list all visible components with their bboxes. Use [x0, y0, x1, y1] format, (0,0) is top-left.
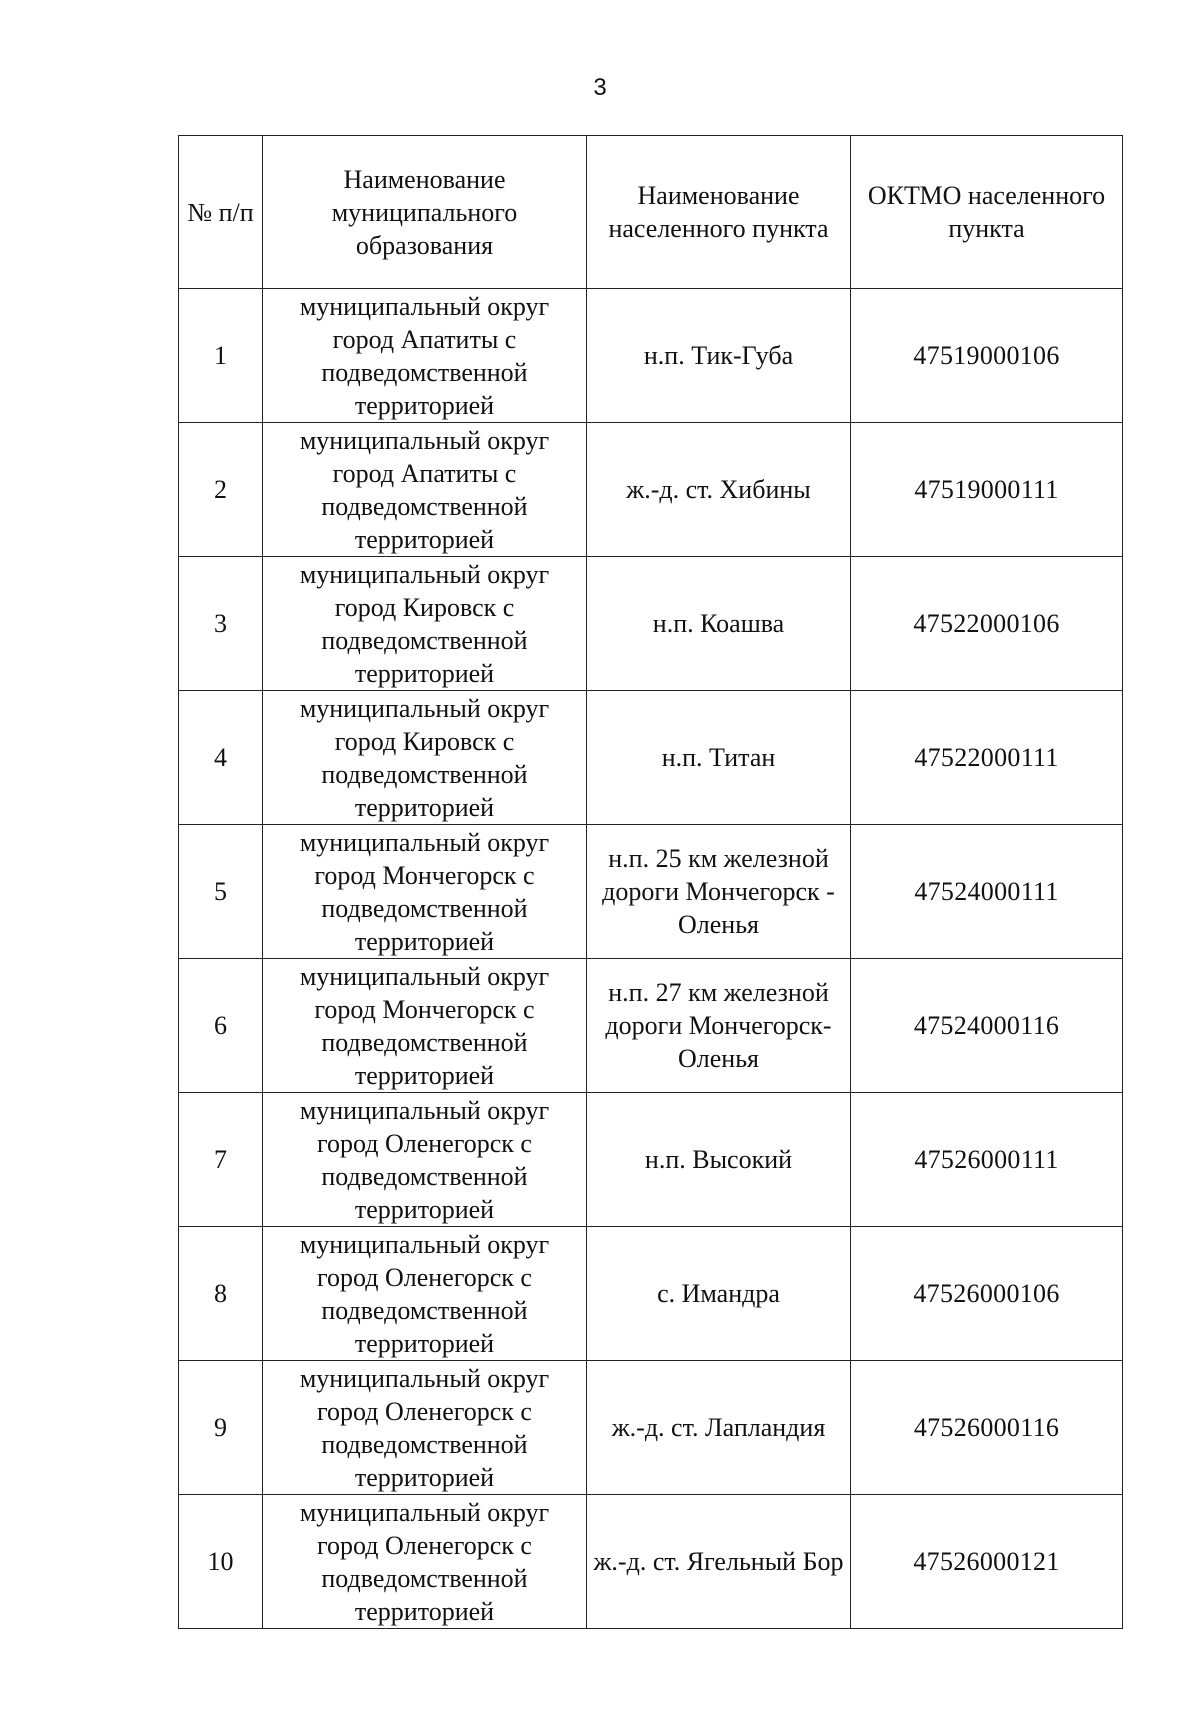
- cell-municipality: муниципальный округ город Оленегорск с подведомственной территорией: [263, 1093, 587, 1227]
- cell-municipality: муниципальный округ город Апатиты с подведомственной территорией: [263, 289, 587, 423]
- cell-num: 9: [179, 1361, 263, 1495]
- cell-municipality: муниципальный округ город Оленегорск с подведомственной территорией: [263, 1227, 587, 1361]
- cell-municipality: муниципальный округ город Апатиты с подведомственной территорией: [263, 423, 587, 557]
- cell-oktmo: 47526000121: [851, 1495, 1123, 1629]
- cell-num: 2: [179, 423, 263, 557]
- cell-num: 1: [179, 289, 263, 423]
- cell-settlement: н.п. Коашва: [587, 557, 851, 691]
- cell-oktmo: 47526000111: [851, 1093, 1123, 1227]
- cell-settlement: н.п. Тик-Губа: [587, 289, 851, 423]
- cell-municipality: муниципальный округ город Оленегорск с подведомственной территорией: [263, 1495, 587, 1629]
- cell-num: 10: [179, 1495, 263, 1629]
- header-settlement: Наименование населенного пункта: [587, 136, 851, 289]
- table-row: [179, 289, 1123, 423]
- cell-num: 8: [179, 1227, 263, 1361]
- cell-oktmo: 47526000116: [851, 1361, 1123, 1495]
- cell-oktmo: 47524000116: [851, 959, 1123, 1093]
- table-row: [179, 1227, 1123, 1361]
- table-row: [179, 557, 1123, 691]
- cell-num: 4: [179, 691, 263, 825]
- cell-municipality: муниципальный округ город Мончегорск с подведомственной территорией: [263, 825, 587, 959]
- cell-num: 7: [179, 1093, 263, 1227]
- header-municipality: Наименование муниципального образования: [263, 136, 587, 289]
- cell-oktmo: 47526000106: [851, 1227, 1123, 1361]
- cell-oktmo: 47519000106: [851, 289, 1123, 423]
- cell-num: 5: [179, 825, 263, 959]
- cell-oktmo: 47519000111: [851, 423, 1123, 557]
- cell-settlement: ж.-д. ст. Лапландия: [587, 1361, 851, 1495]
- cell-settlement: ж.-д. ст. Ягельный Бор: [587, 1495, 851, 1629]
- cell-oktmo: 47522000111: [851, 691, 1123, 825]
- table-row: [179, 959, 1123, 1093]
- cell-municipality: муниципальный округ город Мончегорск с подведомственной территорией: [263, 959, 587, 1093]
- header-oktmo: ОКТМО населенного пункта: [851, 136, 1123, 289]
- table-row: [179, 423, 1123, 557]
- cell-settlement: н.п. 25 км железной дороги Мончегорск - Оленья: [587, 825, 851, 959]
- header-num: № п/п: [179, 136, 263, 289]
- cell-num: 3: [179, 557, 263, 691]
- table-row: [179, 1093, 1123, 1227]
- cell-settlement: н.п. Высокий: [587, 1093, 851, 1227]
- cell-municipality: муниципальный округ город Кировск с подведомственной территорией: [263, 691, 587, 825]
- page-number: 3: [593, 74, 607, 101]
- cell-oktmo: 47522000106: [851, 557, 1123, 691]
- settlements-table: [178, 135, 1123, 1629]
- cell-oktmo: 47524000111: [851, 825, 1123, 959]
- cell-num: 6: [179, 959, 263, 1093]
- table-row: [179, 1495, 1123, 1629]
- table-row: [179, 825, 1123, 959]
- table-row: [179, 691, 1123, 825]
- cell-settlement: н.п. Титан: [587, 691, 851, 825]
- cell-settlement: н.п. 27 км железной дороги Мончегорск-Оленья: [587, 959, 851, 1093]
- table-row: [179, 1361, 1123, 1495]
- table-header-row: [179, 136, 1123, 289]
- cell-settlement: ж.-д. ст. Хибины: [587, 423, 851, 557]
- cell-settlement: с. Имандра: [587, 1227, 851, 1361]
- cell-municipality: муниципальный округ город Кировск с подведомственной территорией: [263, 557, 587, 691]
- cell-municipality: муниципальный округ город Оленегорск с подведомственной территорией: [263, 1361, 587, 1495]
